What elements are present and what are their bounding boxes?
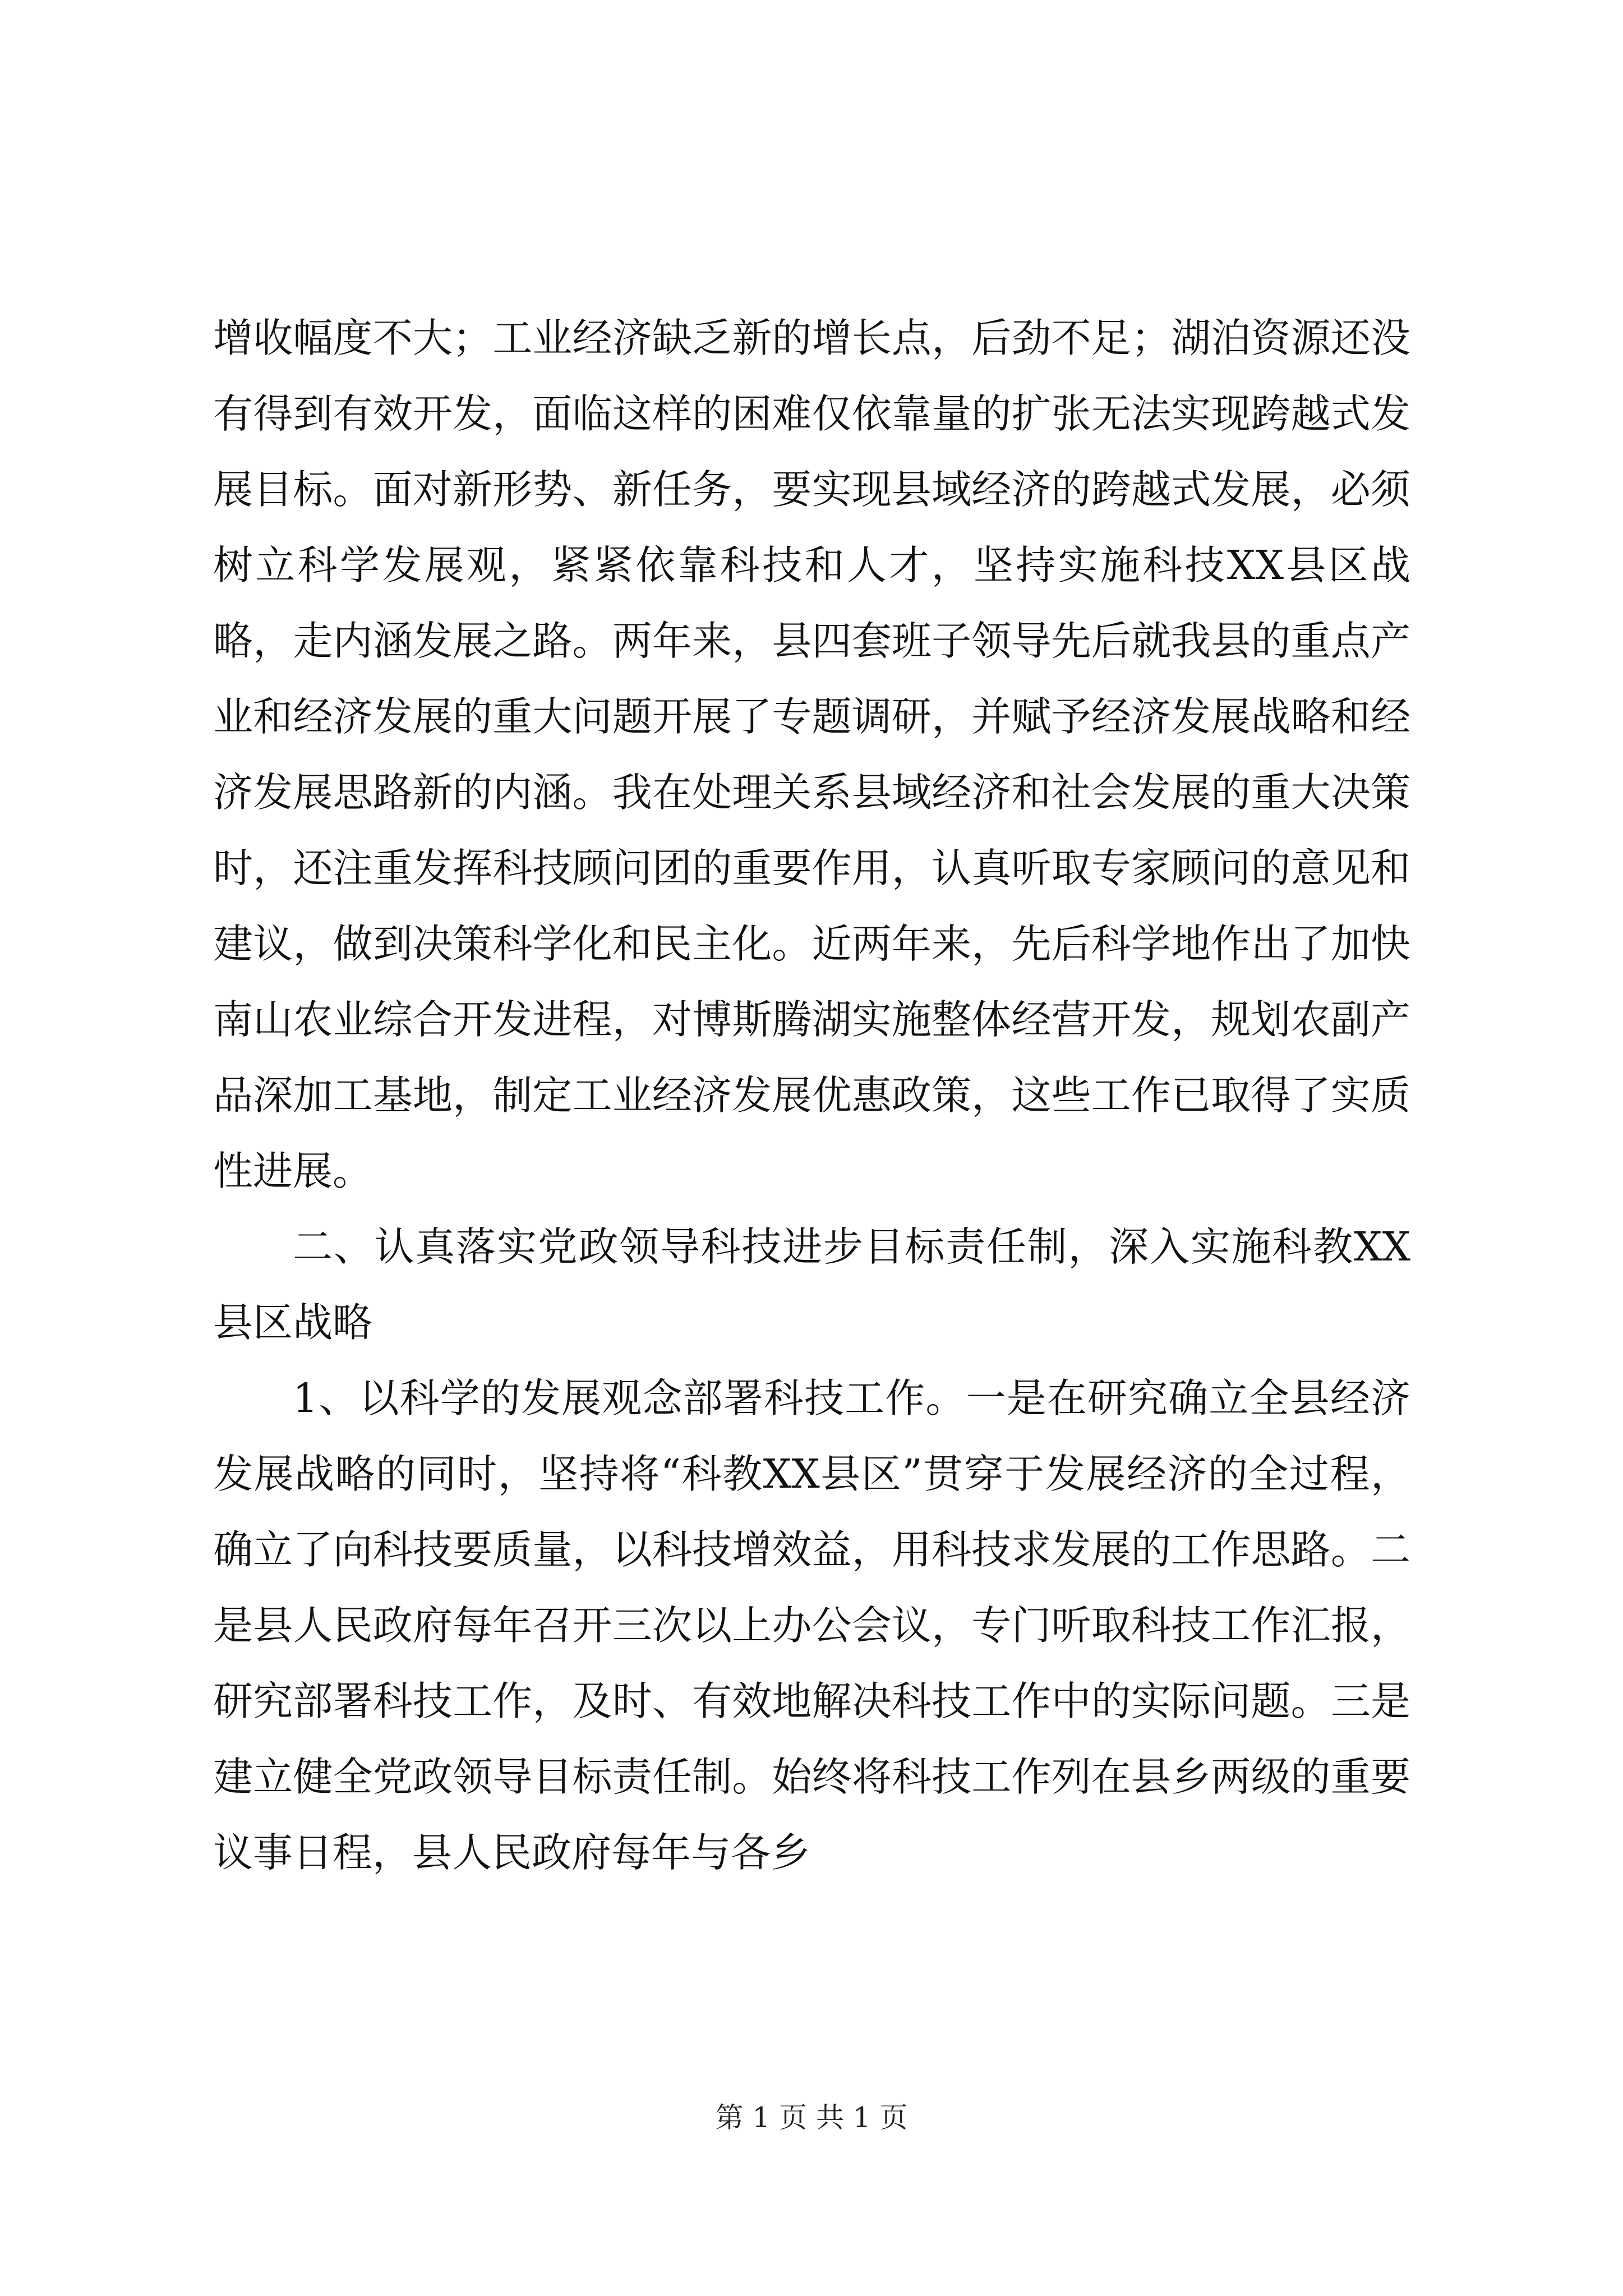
section-heading-2: 二、认真落实党政领导科技进步目标责任制，深入实施科教XX县区战略 (213, 1223, 1410, 1346)
document-body (213, 300, 1410, 1890)
paragraph-3: 1、以科学的发展观念部署科技工作。一是在研究确立全县经济发展战略的同时，坚持将“科教XX县区”贯穿于发展经济的全过程，确立了向科技要质量，以科技增效益，用科技求发展的工作思路。二是县人民政府每年召开三次以上办公会议，专门听取科技工作汇报，研究部署科技工作，及时、有效地解决科技工作中的实际问题。三是建立健全党政领导目标责任制。始终将科技工作列在县乡两级的重要议事日程，县人民政府每年与各乡 (213, 1375, 1410, 1876)
page-number-footer: 第 1 页 共 1 页 (715, 2101, 908, 2134)
paragraph-1: 增收幅度不大；工业经济缺乏新的增长点，后劲不足；湖泊资源还没有得到有效开发，面临这样的困难仅依靠量的扩张无法实现跨越式发展目标。面对新形势、新任务，要实现县域经济的跨越式发展，必须树立科学发展观，紧紧依靠科技和人才，坚持实施科技XX县区战略，走内涵发展之路。两年来，县四套班子领导先后就我县的重点产业和经济发展的重大问题开展了专题调研，并赋予经济发展战略和经济发展思路新的内涵。我在处理关系县域经济和社会发展的重大决策时，还注重发挥科技顾问团的重要作用，认真听取专家顾问的意见和建议，做到决策科学化和民主化。近两年来，先后科学地作出了加快南山农业综合开发进程，对博斯腾湖实施整体经营开发，规划农副产品深加工基地，制定工业经济发展优惠政策，这些工作已取得了实质性进展。 (213, 315, 1410, 1194)
